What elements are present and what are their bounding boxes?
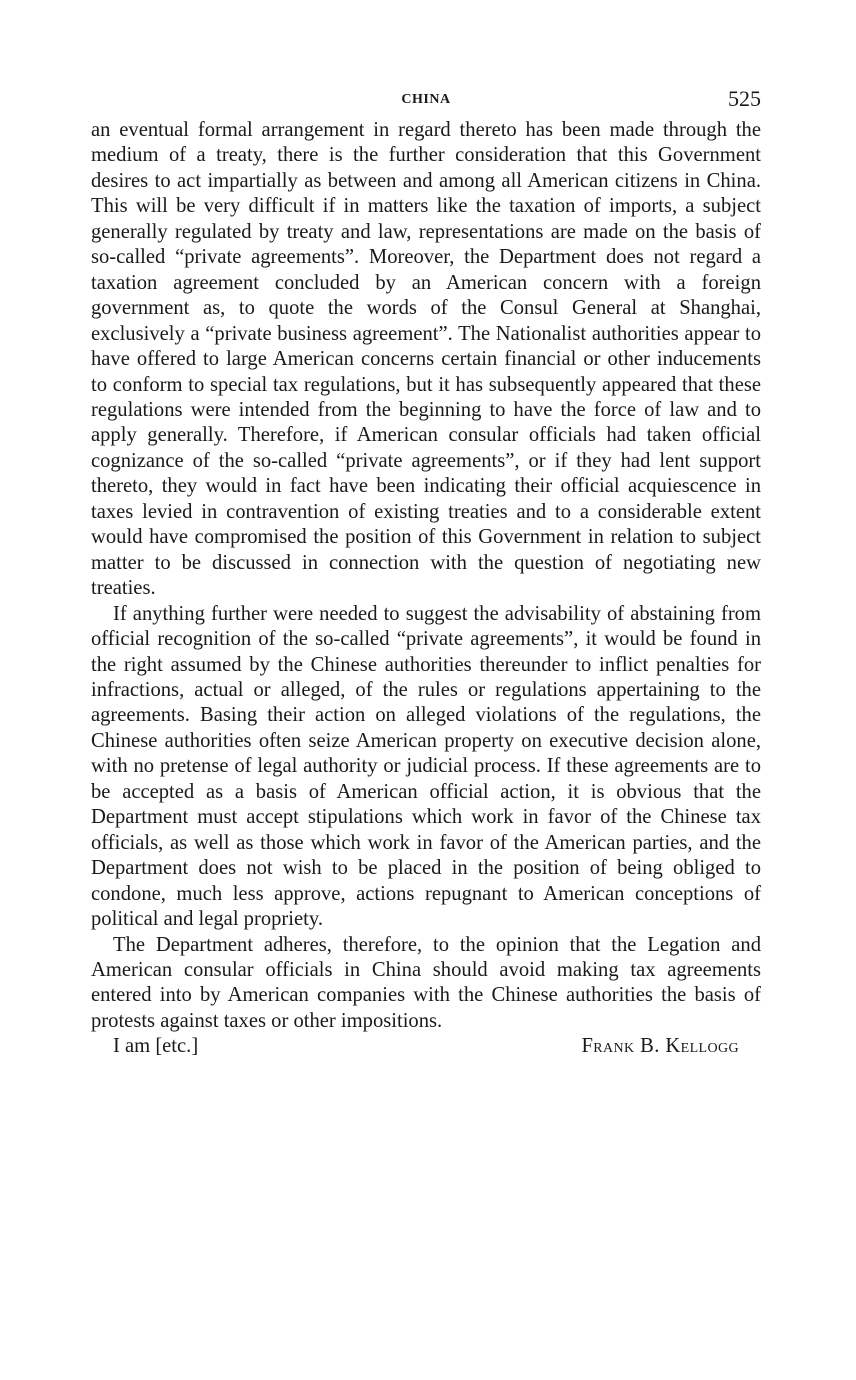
running-head: CHINA: [401, 92, 451, 107]
paragraph-continued: an eventual formal arrangement in regard thereto has been made through the medium of a treaty, there is the further consideration that this Government desires to act impartially as between and among all American citizens in China. This will be very difficult if in matters like the taxation of imports, a subject generally regulated by treaty and law, representations are made on the basis of so-called “private agreements”. Moreover, the Department does not regard a taxation agreement concluded by an American concern with a foreign government as, to quote the words of the Consul General at Shanghai, exclusively a “private business agreement”. The Nationalist authorities appear to have offered to large American concerns certain financial or other inducements to conform to special tax regulations, but it has subsequently appeared that these regulations were intended from the beginning to have the force of law and to apply generally. Therefore, if American consular officials had taken official cognizance of the so-called “private agreements”, or if they had lent support thereto, they would in fact have been indicating their official acquiescence in taxes levied in contravention of existing treaties and to a considerable extent would have compromised the position of this Government in relation to subject matter to be discussed in connection with the question of negotiating new treaties.: [91, 119, 761, 600]
page-header: [91, 84, 761, 118]
document-page: [91, 84, 761, 1060]
letter-closing: [91, 1034, 761, 1060]
paragraph-penalties: If anything further were needed to suggest the advisability of abstaining from official recognition of the so-called “private agreements”, it would be found in the right assumed by the Chinese authorities thereunder to inflict penalties for infractions, actual or alleged, of the rules or regulations appertaining to the agreements. Basing their action on alleged violations of the regulations, the Chinese authorities often seize American property on executive decision alone, with no pretense of legal authority or judicial process. If these agreements are to be accepted as a basis of American official action, it is obvious that the Department must accept stipulations which work in favor of the Chinese tax officials, as well as those which work in favor of the American parties, and the Department does not wish to be placed in the position of being obliged to condone, much less approve, actions repugnant to American conceptions of political and legal propriety.: [91, 602, 761, 931]
complimentary-close: I am [etc.]: [113, 1035, 199, 1058]
paragraph-conclusion: The Department adheres, therefore, to the opinion that the Legation and American consular officials in China should avoid making tax agreements entered into by American companies with the Chinese authorities the basis of protests against taxes or other impositions.: [91, 933, 761, 1032]
page-number: 525: [728, 86, 761, 111]
signature: Frank B. Kellogg: [581, 1035, 739, 1058]
